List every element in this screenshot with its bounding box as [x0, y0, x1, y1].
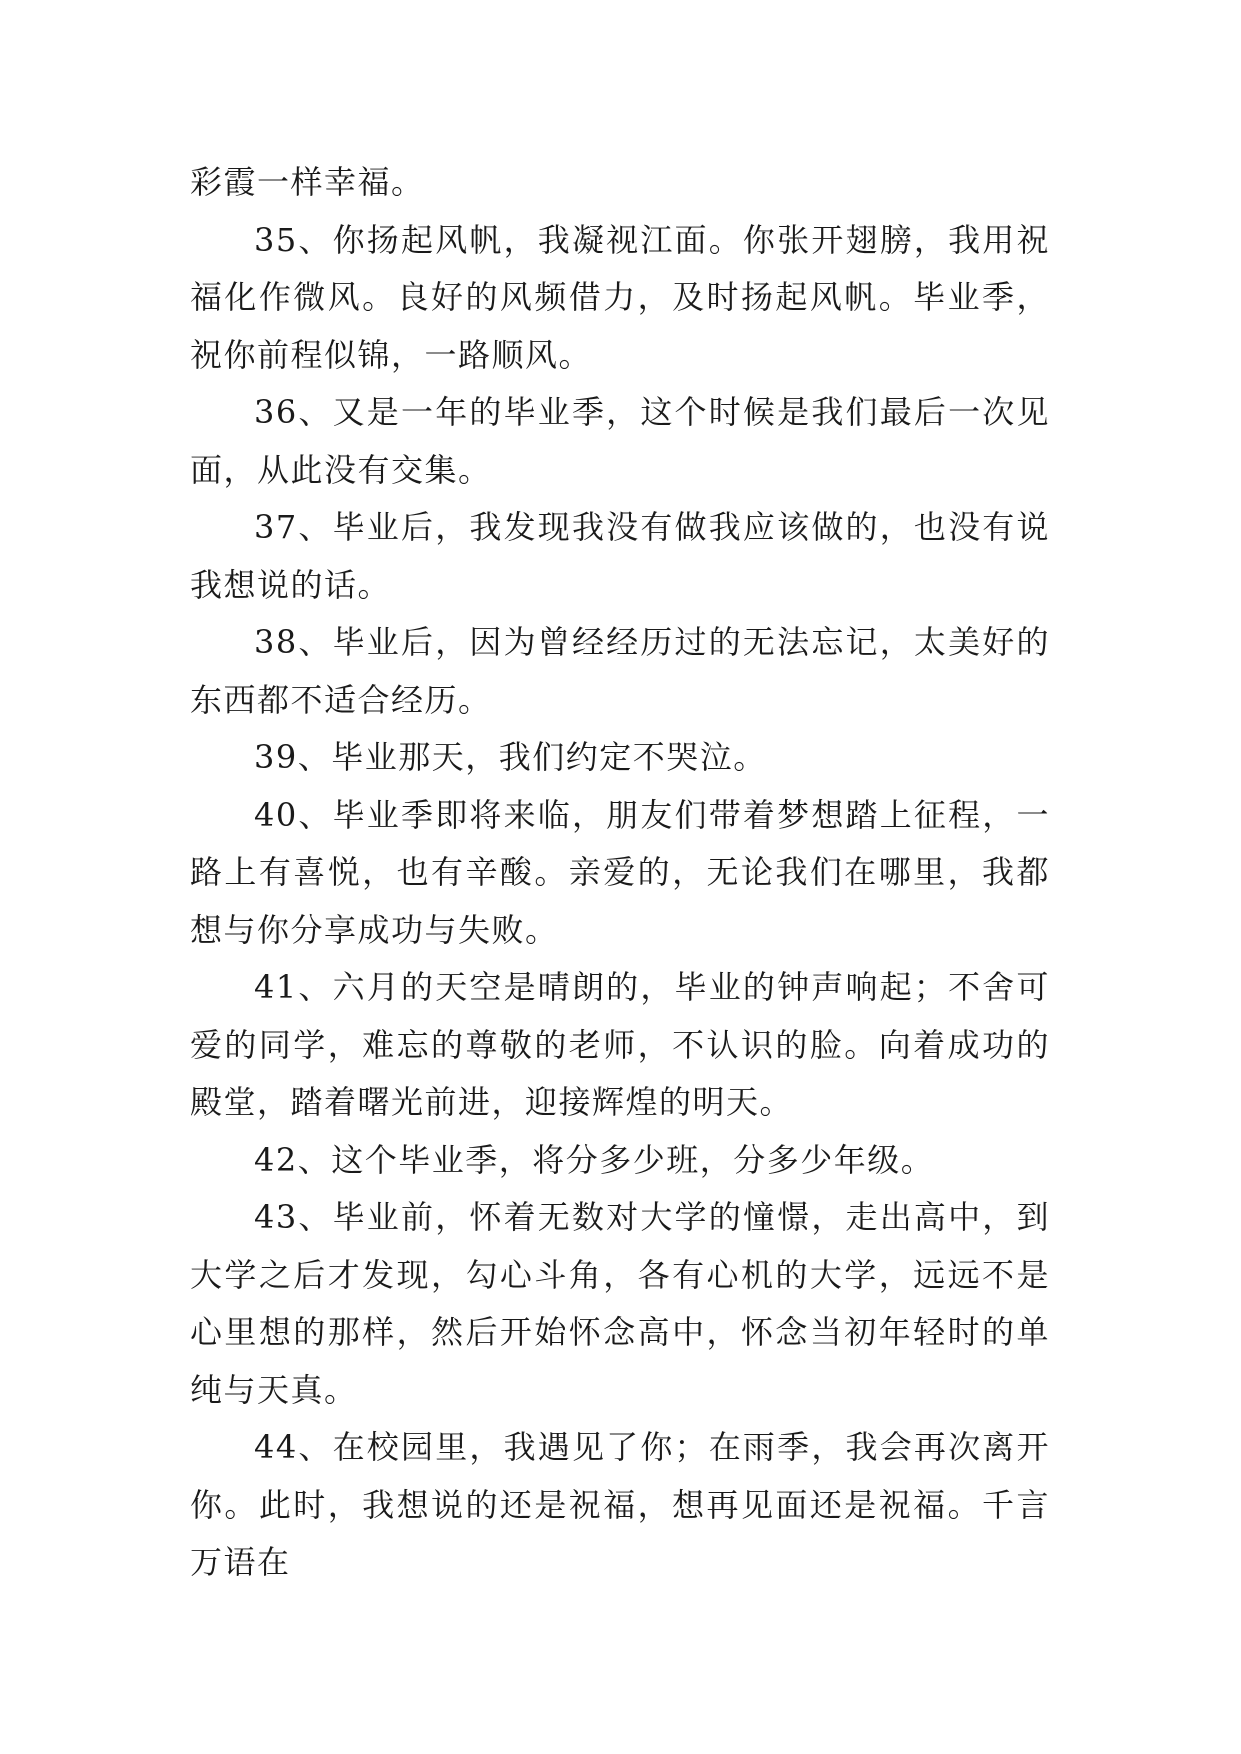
paragraph-40: 40、毕业季即将来临，朋友们带着梦想踏上征程，一路上有喜悦，也有辛酸。亲爱的，无论我们在哪里，我都想与你分享成功与失败。	[190, 795, 1050, 949]
paragraph-39: 39、毕业那天，我们约定不哭泣。	[254, 738, 767, 776]
paragraph-38: 38、毕业后，因为曾经经历过的无法忘记，太美好的东西都不适合经历。	[190, 623, 1050, 719]
paragraph-35: 35、你扬起风帆，我凝视江面。你张开翅膀，我用祝福化作微风。良好的风频借力，及时扬起风帆。毕业季，祝你前程似锦，一路顺风。	[190, 220, 1050, 374]
paragraph-41: 41、六月的天空是晴朗的，毕业的钟声响起；不舍可爱的同学，难忘的尊敬的老师，不认识的脸。向着成功的殿堂，踏着曙光前进，迎接辉煌的明天。	[190, 968, 1050, 1121]
paragraph-43: 43、毕业前，怀着无数对大学的憧憬，走出高中，到大学之后才发现，勾心斗角，各有心机的大学，远远不是心里想的那样，然后开始怀念高中，怀念当初年轻时的单纯与天真。	[190, 1198, 1050, 1409]
paragraph-36: 36、又是一年的毕业季，这个时候是我们最后一次见面，从此没有交集。	[190, 393, 1050, 489]
paragraph-37: 37、毕业后，我发现我没有做我应该做的，也没有说我想说的话。	[190, 508, 1050, 604]
document-body	[190, 154, 1050, 1592]
paragraph-continuation: 彩霞一样幸福。	[190, 163, 425, 201]
paragraph-44: 44、在校园里，我遇见了你；在雨季，我会再次离开你。此时，我想说的还是祝福，想再见面还是祝福。千言万语在	[190, 1428, 1050, 1581]
paragraph-42: 42、这个毕业季，将分多少班，分多少年级。	[254, 1140, 935, 1179]
